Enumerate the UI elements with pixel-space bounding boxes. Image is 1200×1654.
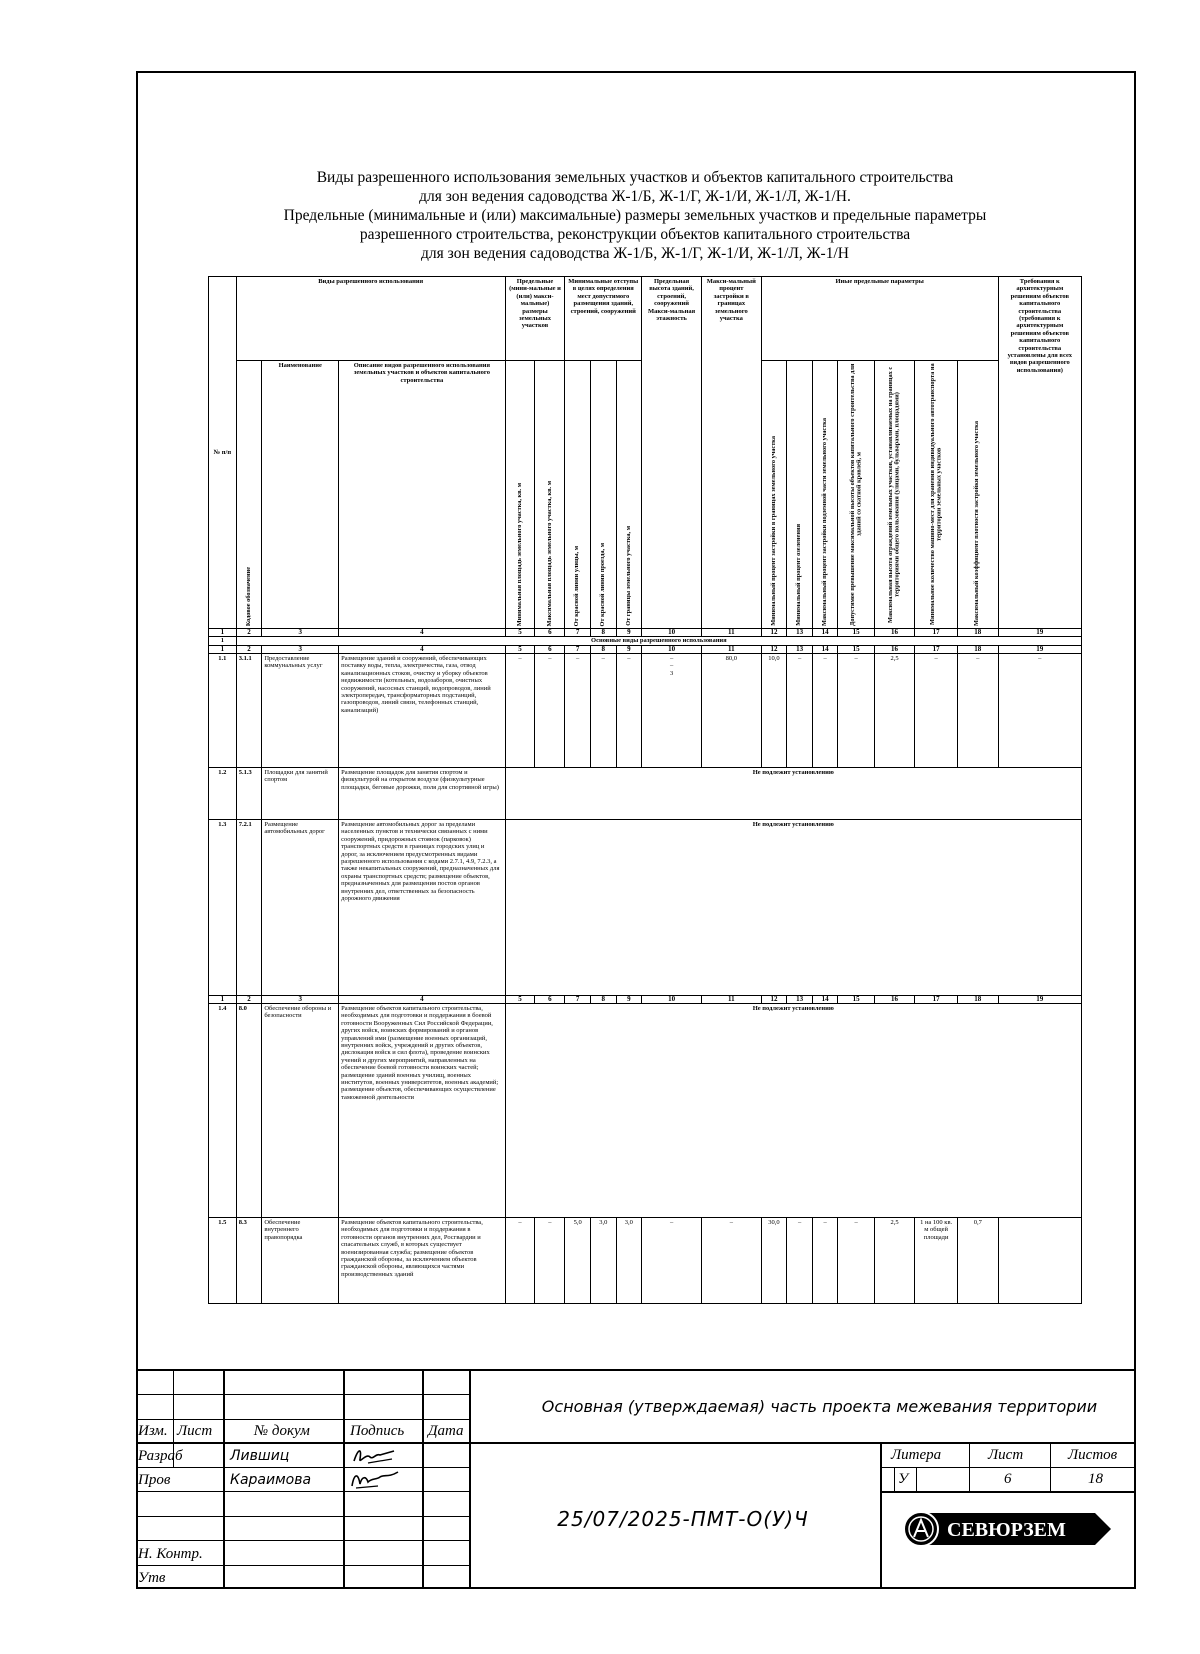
density-header: Максимальный коэффициент плотности застройки земельного участка [957,361,998,629]
document-title: Основная (утверждаемая) часть проекта межевания территории [541,1397,1098,1416]
parking-header: Минимальное количество машино-мест для хранения индивидуального автотранспорта на территории земельных участков [915,361,958,629]
permitted-height-header: Допустимое превышение максимальной высоты объектов капитального строительства для зданий со скатной кровлей, м [838,361,874,629]
desc-header: Описание видов разрешенного использования земельных участков и объектов капитального строительства [339,361,505,629]
nkontr-label: Н. Контр. [138,1546,203,1562]
sheet-value: 6 [1004,1471,1012,1487]
list-label: Лист [177,1423,213,1439]
utv-label: Утв [138,1570,166,1586]
red-drive-header: От красной линии проезда, м [590,361,616,629]
section-row: 1 Основные виды разрешенного использования [209,637,1082,646]
vri-header: Виды разрешенного использования [236,277,505,361]
requirements-header: Требования к архитектурным решениям объектов капитального строительства (требования к архитектурным решениям объектов капитального строительства установлены для всех видов разрешенного использования) [998,277,1081,629]
table-row: 1.3 7.2.1 Размещение автомобильных дорог Размещение автомобильных дорог за пределами населенных пунктов и технически связанных с ними сооружений, придорожных стоянок (парковок) транспортных средств в границах городских улиц и дорог, за исключением предусмотренных видами разрешенного использования с кодами 2.7.1, 4.9, 7.2.3, а также некапитальных сооружений, предназначенных для охраны транспортных средств; размещение объектов, предназначенных для размещения постов органов внутренних дел, ответственных за безопасность дорожного движения Не подлежит установлению [209,820,1082,996]
table-row: 1.2 5.1.3 Площадки для занятий спортом Размещение площадок для занятия спортом и физкультурой на открытом воздухе (физкультурные площадки, беговые дорожки, поля для спортивной игры) Не подлежит установлению [209,768,1082,820]
title-stamp [136,1369,1136,1589]
code-header: Кодовое обозначение [236,361,262,629]
company-logo [899,1509,1115,1549]
litera-label: Литера [891,1447,942,1463]
ndoc-label: № докум [254,1423,310,1439]
logo-text: СЕВЮРЗЕМ [947,1519,1066,1541]
sheet-label: Лист [988,1447,1024,1463]
min-green-header: Минимальный процент озеленения [787,361,813,629]
height-header: Предельная высота зданий, строений, сооружений Макси-мальная этажность [642,277,702,629]
heading-line: Предельные (минимальные и (или) максимальные) размеры земельных участков и предельные параметры [283,207,987,224]
border-header: От границы земельного участка, м [616,361,642,629]
table-row: 1.4 8.0 Обеспечение обороны и безопасности Размещение объектов капитального строительства, необходимых для подготовки и поддержания в боевой готовности Вооруженных Сил Российской Федерации, других войск, воинских формирований и органов управлений ими (размещение военных организаций, внутренних войск, учреждений и других объектов, дислокация войск и сил флота), проведение воинских учений и других мероприятий, направленных на обеспечение боевой готовности воинских частей; размещение зданий военных училищ, военных институтов, военных университетов, военных академий; размещение объектов, обеспечивающих осуществление таможенной деятельности Не подлежит установлению [209,1004,1082,1218]
max-area-header: Максимальная площадь земельного участка, кв. м [535,361,565,629]
percent-header: Макси-мальный процент застройки в границах земельного участка [701,277,761,629]
column-numbers-row: 1 2 3 4 5 6 7 8 9 10 11 12 13 14 15 16 17 18 19 [209,996,1082,1004]
date-label: Дата [428,1423,464,1439]
sheets-value: 18 [1088,1471,1103,1487]
razrab-name: Лившиц [230,1448,290,1464]
heading-line: для зон ведения садоводства Ж-1/Б, Ж-1/Г, Ж-1/И, Ж-1/Л, Ж-1/Н [421,245,849,262]
signature-prov [348,1468,404,1490]
max-under-header: Максимальный процент застройки подземной части земельного участка [812,361,838,629]
regulations-table [208,276,1082,1304]
heading-line: Виды разрешенного использования земельных участков и объектов капитального строительства [316,169,954,186]
document-heading [190,168,1080,263]
sizes-header: Предельные (мини-мальные и (или) макси-мальные) размеры земельных участков [505,277,565,361]
table-row: 1.1 3.1.1 Предоставление коммунальных услуг Размещение зданий и сооружений, обеспечивающих поставку воды, тепла, электричества, газа, отвод канализационных стоков, очистку и уборку объектов недвижимости (котельных, водозаборов, очистных сооружений, насосных станций, водопроводов, линий электропередач, трансформаторных подстанций, газопроводов, линий связи, телефонных станций, канализаций) – – – – – – – 3 80,0 10,0 – – – 2,5 – – – [209,654,1082,768]
setbacks-header: Минимальные отступы в целях определения мест допустимого размещения зданий, строений, сооружений [565,277,642,361]
fence-header: Максимальная высота ограждений земельных участков, устанавливаемых на границах с территориями общего пользования (улицами, бульварами, площадями) [874,361,915,629]
prov-name: Караимова [230,1472,312,1488]
min-area-header: Минимальная площадь земельного участка, кв. м [505,361,535,629]
red-street-header: От красной линии улицы, м [565,361,591,629]
other-params-header: Иные предельные параметры [761,277,998,361]
column-numbers-row: 1 2 3 4 5 6 7 8 9 10 11 12 13 14 15 16 17 18 19 [209,629,1082,637]
not-subject-note: Не подлежит установлению [505,820,1081,996]
name-header: Наименование [262,361,339,629]
column-numbers-row: 1 2 3 4 5 6 7 8 9 10 11 12 13 14 15 16 17 18 19 [209,646,1082,654]
razrab-label: Разраб [138,1448,183,1464]
izm-label: Изм. [138,1423,168,1439]
section-title: Основные виды разрешенного использования [236,637,1081,646]
not-subject-note: Не подлежит установлению [505,768,1081,820]
prov-label: Пров [138,1472,171,1488]
heading-line: разрешенного строительства, реконструкции объектов капитального строительства [359,226,911,243]
sheets-label: Листов [1068,1447,1118,1463]
heading-line: для зон ведения садоводства Ж-1/Б, Ж-1/Г, Ж-1/И, Ж-1/Л, Ж-1/Н. [419,188,851,205]
document-code: 25/07/2025-ПМТ-О(У)Ч [557,1507,809,1531]
not-subject-note: Не подлежит установлению [505,1004,1081,1218]
litera-value: У [898,1471,909,1487]
signature-razrab [350,1445,400,1467]
min-build-header: Минимальный процент застройки в границах земельного участка [761,361,787,629]
col-num-header: № п/п [209,277,237,629]
table-row: 1.5 8.3 Обеспечение внутреннего правопорядка Размещение объектов капитального строительства, необходимых для подготовки и поддержания в готовности органов внутренних дел, Росгвардии и спасательных служб, в которых существует военизированная служба; размещение объектов гражданской обороны, за исключением объектов гражданской обороны, являющихся частями производственных зданий – – 5,0 3,0 3,0 – – 30,0 – – – 2,5 1 на 100 кв. м общей площади 0,7 [209,1218,1082,1304]
signature-label: Подпись [350,1423,405,1439]
